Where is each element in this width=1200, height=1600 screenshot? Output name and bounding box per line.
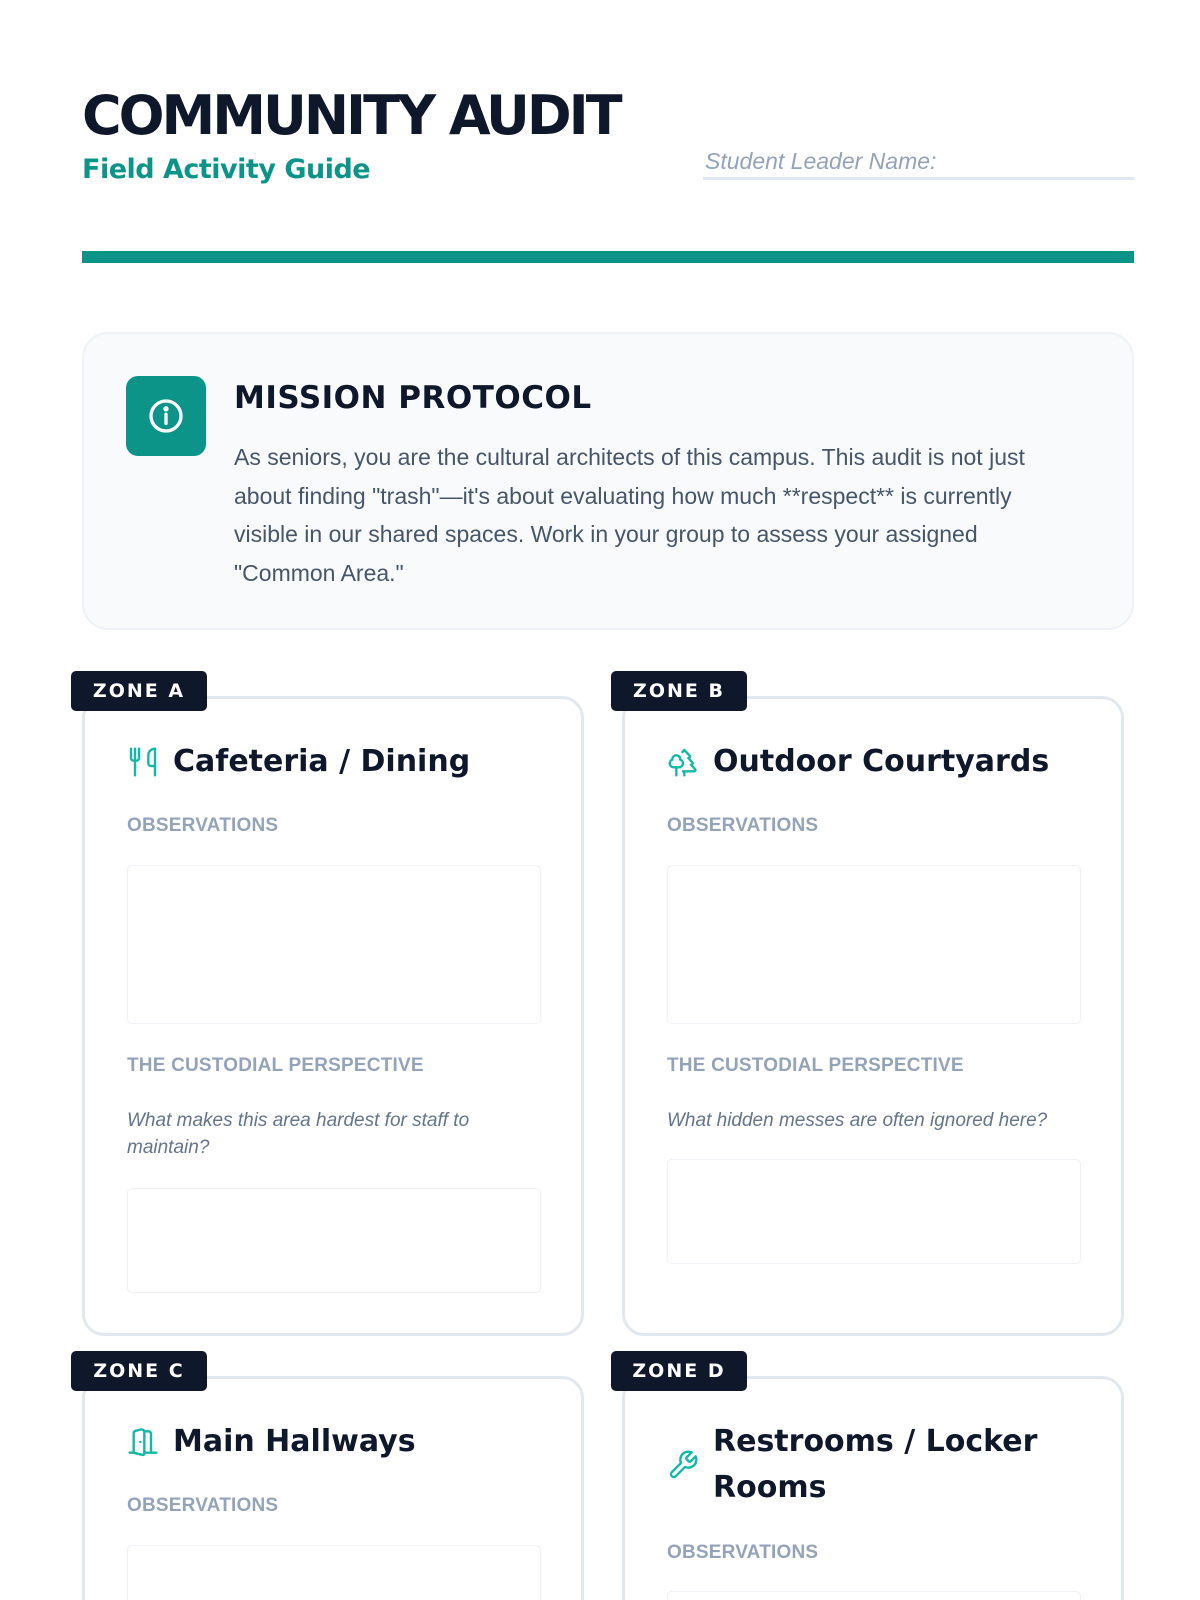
zone-title-line-1: Restrooms / Locker — [713, 1424, 1038, 1459]
observations-label: OBSERVATIONS — [667, 1542, 819, 1563]
observations-label: OBSERVATIONS — [667, 815, 819, 836]
zone-c-card — [82, 1376, 584, 1600]
page-header — [82, 84, 1134, 194]
zone-title — [713, 1419, 1037, 1511]
mission-protocol-card — [82, 332, 1134, 630]
info-icon — [126, 376, 206, 456]
trees-icon — [667, 746, 699, 778]
observations-label: OBSERVATIONS — [127, 1495, 279, 1516]
observations-input[interactable] — [127, 865, 541, 1024]
zone-d-card — [622, 1376, 1124, 1600]
door-icon — [127, 1426, 159, 1458]
zone-a-badge: ZONE A — [71, 671, 207, 711]
zone-b-card — [622, 696, 1124, 1336]
custodial-prompt: What makes this area hardest for staff to maintain? — [127, 1110, 470, 1158]
custodial-perspective-label: THE CUSTODIAL PERSPECTIVE — [127, 1055, 424, 1076]
zone-c-badge: ZONE C — [71, 1351, 207, 1391]
wrench-icon — [667, 1449, 699, 1481]
student-leader-name-label: Student Leader Name: — [705, 148, 937, 174]
observations-input[interactable] — [667, 865, 1081, 1024]
zone-b-badge: ZONE B — [611, 671, 747, 711]
zone-title: Outdoor Courtyards — [713, 744, 1050, 779]
zone-title-line-2: Rooms — [713, 1470, 827, 1505]
header-divider — [82, 251, 1134, 263]
zone-a-card — [82, 696, 584, 1336]
custodial-input[interactable] — [667, 1159, 1081, 1264]
page-title: COMMUNITY AUDIT — [82, 84, 620, 147]
utensils-icon — [127, 746, 159, 778]
observations-label: OBSERVATIONS — [127, 815, 279, 836]
mission-text: As seniors, you are the cultural architects of this campus. This audit is not just about finding "trash"—it's about evaluating how much **respect** is currently visible in our shared spaces. Work in your group to assess your assigned "Common Area." — [234, 444, 1025, 586]
custodial-input[interactable] — [127, 1188, 541, 1293]
zone-title: Main Hallways — [173, 1424, 416, 1459]
custodial-prompt: What hidden messes are often ignored here? — [667, 1110, 1048, 1131]
zone-title: Cafeteria / Dining — [173, 744, 471, 779]
mission-title: MISSION PROTOCOL — [234, 380, 592, 416]
student-leader-name-field[interactable] — [703, 148, 1134, 180]
page-subtitle: Field Activity Guide — [82, 154, 371, 185]
zone-d-badge: ZONE D — [611, 1351, 747, 1391]
observations-input[interactable] — [127, 1545, 541, 1600]
custodial-perspective-label: THE CUSTODIAL PERSPECTIVE — [667, 1055, 964, 1076]
observations-input[interactable] — [667, 1591, 1081, 1600]
